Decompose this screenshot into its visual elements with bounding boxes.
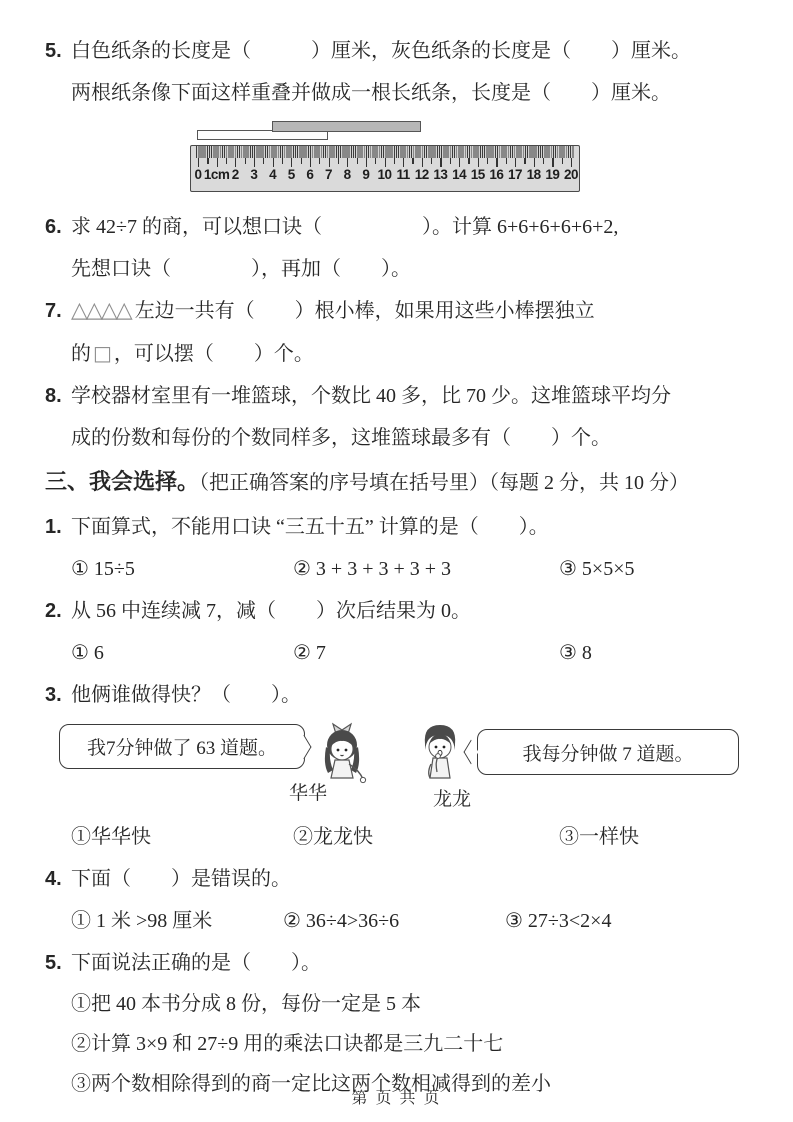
character-name-longlong: 龙龙: [433, 789, 472, 810]
question-text: 的: [71, 343, 91, 365]
question-6-line2: [45, 248, 757, 290]
question-8: [45, 375, 757, 417]
ruler-tick: [478, 158, 479, 167]
question-text: 学校器材室里有一堆篮球，个数比 40 多，比 70 少。这堆篮球平均分: [71, 385, 671, 407]
option-3: ③ 8: [559, 642, 592, 664]
question-number: 8.: [45, 385, 62, 407]
section-title: 三、我会选择。: [45, 469, 200, 494]
ruler-tick: [282, 158, 283, 164]
option-3: ③一样快: [559, 826, 639, 848]
ruler-tick: [198, 158, 199, 167]
ruler-tick: [431, 158, 432, 164]
question-5-line2: [45, 72, 757, 114]
ruler-number-label: 10: [377, 167, 392, 182]
choice-question-3-options: [45, 816, 757, 858]
option-2: ② 7: [293, 642, 326, 664]
speech-text: 我7分钟做了 63 道题。: [86, 738, 277, 759]
ruler-tick: [235, 158, 236, 167]
option-1: ①把 40 本书分成 8 份，每份一定是 5 本: [71, 993, 421, 1015]
ruler-tick: [329, 158, 330, 167]
question-number: 6.: [45, 216, 62, 238]
character-name-huahua: 华华: [289, 783, 328, 804]
ruler-tick: [534, 158, 535, 167]
ruler-number-label: 1cm: [203, 167, 230, 182]
choice-question-2-options: [45, 632, 757, 674]
question-text: 下面说法正确的是（ ）。: [71, 952, 321, 974]
question-text: 先想口诀（ ），再加（ ）。: [71, 258, 411, 280]
question-text: ，可以摆（ ）个。: [113, 343, 314, 365]
ruler-tick: [385, 158, 386, 167]
ruler-number-label: 12: [414, 167, 429, 182]
ruler-tick: [571, 158, 572, 167]
option-3: ③ 5×5×5: [559, 558, 635, 580]
section-3-header: [45, 459, 757, 506]
ruler-number-label: 17: [508, 167, 523, 182]
question-number: 5.: [45, 40, 62, 62]
ruler-tick: [291, 158, 292, 167]
page-footer: 第 页 共 页: [351, 1090, 442, 1107]
option-1: ①华华快: [71, 826, 151, 848]
option-3: ③两个数相除得到的商一定比这两个数相减得到的差小: [71, 1073, 551, 1095]
ruler-tick: [301, 158, 302, 164]
choice-question-3: [45, 674, 757, 716]
ruler-tick: [562, 158, 563, 164]
question-5: [45, 30, 757, 72]
option-2: ②龙龙快: [293, 826, 373, 848]
ruler-tick: [263, 158, 264, 164]
choice-question-1: [45, 506, 757, 548]
speech-bubble-huahua: [59, 724, 305, 769]
ruler-number-label: 2: [231, 167, 239, 182]
ruler-tick: [459, 158, 460, 167]
question-number: 1.: [45, 516, 62, 538]
ruler-figure-wrap: [190, 118, 585, 204]
question-number: 5.: [45, 952, 62, 974]
ruler-figure: [45, 118, 757, 204]
ruler-tick: [552, 158, 553, 167]
question-8-line2: [45, 417, 757, 459]
ruler-tick: [412, 158, 413, 164]
choice-question-4-options: [45, 900, 757, 942]
choice-question-1-options: [45, 548, 757, 590]
ruler-number-label: 4: [269, 167, 277, 182]
ruler-tick: [338, 158, 339, 164]
ruler-tick: [440, 158, 441, 167]
question-number: 7.: [45, 300, 62, 322]
ruler-tick: [357, 158, 358, 164]
ruler-tick: [506, 158, 507, 164]
question-text: 从 56 中连续减 7，减（ ）次后结果为 0。: [71, 600, 471, 622]
question-text: 成的份数和每份的个数同样多，这堆篮球最多有（ ）个。: [71, 427, 611, 449]
option-1: ① 15÷5: [71, 558, 135, 580]
square-shape: □: [93, 341, 112, 365]
section-subtitle: （把正确答案的序号填在括号里）（每题 2 分，共 10 分）: [199, 472, 690, 494]
ruler-number-label: 19: [545, 167, 560, 182]
question-text: 下面算式，不能用口诀 “三五十五” 计算的是（ ）。: [71, 516, 549, 538]
ruler-tick: [245, 158, 246, 164]
ruler-tick: [403, 158, 404, 167]
ruler-number-label: 0: [194, 167, 202, 182]
option-2: ②计算 3×9 和 27÷9 用的乘法口诀都是三九二十七: [71, 1033, 504, 1055]
ruler-number-label: 18: [526, 167, 541, 182]
ruler-number-label: 20: [563, 167, 579, 182]
ruler-tick: [487, 158, 488, 164]
ruler-tick: [226, 158, 227, 164]
ruler: [190, 145, 580, 192]
ruler-number-label: 8: [343, 167, 351, 182]
option-1: ① 1 米 >98 厘米: [71, 910, 213, 932]
ruler-tick: [217, 158, 218, 167]
choice-question-4: [45, 858, 757, 900]
ruler-number-label: 6: [306, 167, 314, 182]
option-2: ② 36÷4>36÷6: [283, 910, 400, 932]
question-text: 两根纸条像下面这样重叠并做成一根长纸条，长度是（ ）厘米。: [71, 82, 671, 104]
ruler-number-label: 13: [433, 167, 448, 182]
question-text: 下面（ ）是错误的。: [71, 868, 291, 890]
triangle-shapes: △△△△: [71, 298, 131, 323]
ruler-tick: [468, 158, 469, 164]
option-1: ① 6: [71, 642, 104, 664]
choice-question-5-option-2: [45, 1024, 757, 1064]
ruler-tick: [207, 158, 208, 164]
ruler-tick: [450, 158, 451, 164]
paper-strip-gray: [272, 121, 421, 132]
ruler-mm-ticks: [196, 146, 574, 158]
ruler-tick: [254, 158, 255, 167]
speech-text: 我每分钟做 7 道题。: [522, 743, 694, 765]
ruler-tick: [319, 158, 320, 164]
ruler-tick: [394, 158, 395, 164]
dialog-illustration: [45, 716, 757, 816]
ruler-number-label: 3: [250, 167, 258, 182]
ruler-number-label: 11: [396, 167, 410, 182]
ruler-tick: [375, 158, 376, 164]
question-6: [45, 206, 757, 248]
ruler-tick: [310, 158, 311, 167]
ruler-tick: [422, 158, 423, 167]
ruler-number-label: 5: [287, 167, 295, 182]
question-number: 4.: [45, 868, 62, 890]
option-2: ② 3 + 3 + 3 + 3 + 3: [293, 558, 452, 580]
question-number: 3.: [45, 684, 62, 706]
ruler-tick: [273, 158, 274, 167]
speech-bubble-longlong: [477, 729, 739, 775]
choice-question-2: [45, 590, 757, 632]
question-text: 他俩谁做得快？（ ）。: [71, 684, 301, 706]
choice-question-5: [45, 942, 757, 984]
ruler-tick: [347, 158, 348, 167]
ruler-tick: [496, 158, 497, 167]
question-text: 左边一共有（ ）根小棒，如果用这些小棒摆独立: [134, 300, 595, 322]
ruler-number-label: 14: [452, 167, 467, 182]
ruler-tick: [543, 158, 544, 164]
ruler-number-label: 9: [362, 167, 370, 182]
option-3: ③ 27÷3<2×4: [505, 910, 612, 932]
question-7-line2: [45, 332, 757, 375]
ruler-number-label: 7: [325, 167, 333, 182]
ruler-tick: [524, 158, 525, 164]
question-7: [45, 290, 757, 332]
ruler-tick: [515, 158, 516, 167]
question-text: 白色纸条的长度是（ ）厘米，灰色纸条的长度是（ ）厘米。: [71, 40, 691, 62]
choice-question-5-option-1: [45, 984, 757, 1024]
question-number: 2.: [45, 600, 62, 622]
ruler-number-label: 16: [489, 167, 504, 182]
question-text: 求 42÷7 的商，可以想口诀（ ）。计算 6+6+6+6+6+2,: [71, 216, 619, 238]
ruler-tick: [366, 158, 367, 167]
ruler-number-label: 15: [470, 167, 485, 182]
